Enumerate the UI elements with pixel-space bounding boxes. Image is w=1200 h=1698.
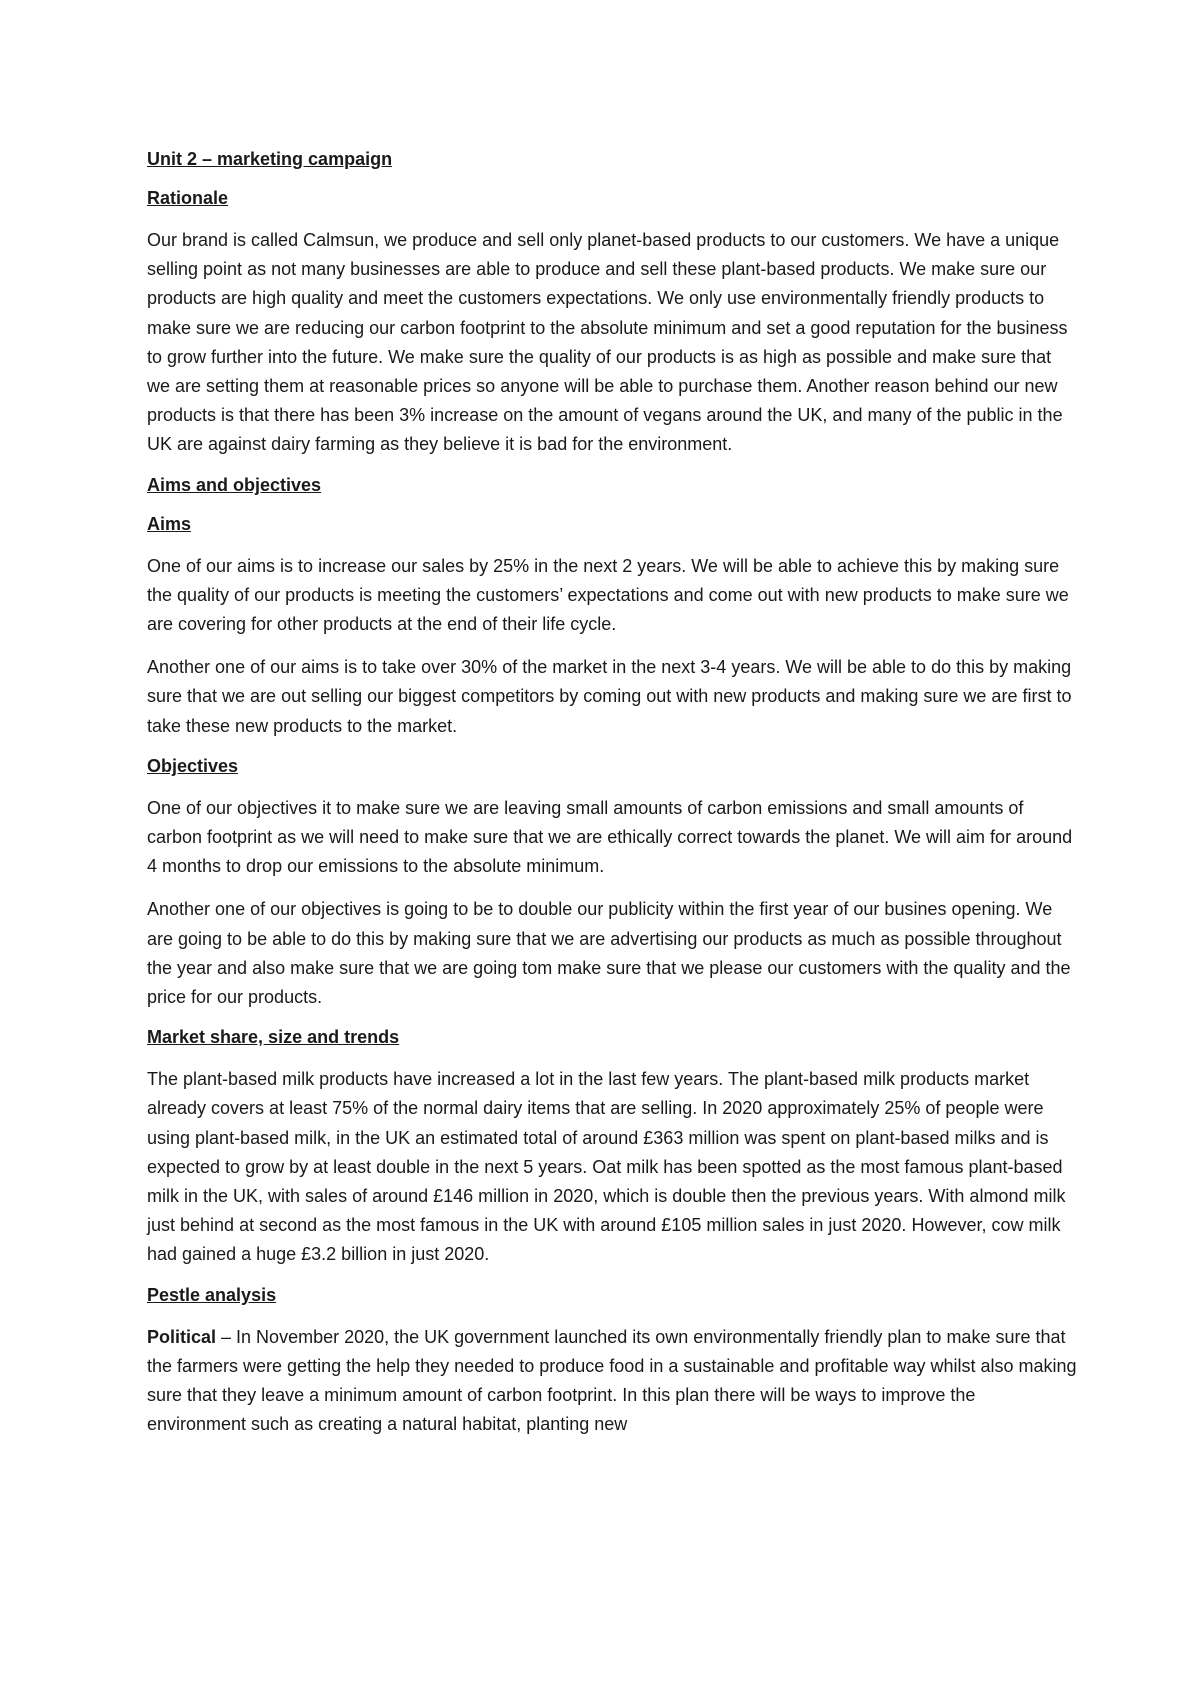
political-text: – In November 2020, the UK government launched its own environmentally friendly plan to make sure that the farmers were getting the help they needed to produce food in a sustainable and profitable way whilst also making sure that they leave a minimum amount of carbon footprint. In this plan there will be ways to improve the environment such as creating a natural habitat, planting new (147, 1326, 1077, 1435)
rationale-paragraph: Our brand is called Calmsun, we produce and sell only planet-based products to our customers. We have a unique selling point as not many businesses are able to produce and sell these plant-based products. We make sure our products are high quality and meet the customers expectations. We only use environmentally friendly products to make sure we are reducing our carbon footprint to the absolute minimum and set a good reputation for the business to grow further into the future. We make sure the quality of our products is as high as possible and make sure that we are setting them at reasonable prices so anyone will be able to purchase them. Another reason behind our new products is that there has been 3% increase on the amount of vegans around the UK, and many of the public in the UK are against dairy farming as they believe it is bad for the environment. (147, 230, 1068, 455)
market-heading: Market share, size and trends (147, 1027, 400, 1048)
aims-objectives-heading: Aims and objectives (147, 474, 322, 495)
aims-heading: Aims (147, 513, 192, 534)
market-paragraph: The plant-based milk products have increased a lot in the last few years. The plant-based milk products market already covers at least 75% of the normal dairy items that are selling. In 2020 approximately 25% of people were using plant-based milk, in the UK an estimated total of around £363 million was spent on plant-based milks and is expected to grow by at least double in the next 5 years. Oat milk has been spotted as the most famous plant-based milk in the UK, with sales of around £146 million in 2020, which is double then the previous years. With almond milk just behind at second as the most famous in the UK with around £105 million sales in just 2020. However, cow milk had gained a huge £3.2 billion in just 2020. (147, 1069, 1066, 1265)
objectives-paragraph-1: One of our objectives it to make sure we are leaving small amounts of carbon emissions and small amounts of carbon footprint as we will need to make sure that we are ethically correct towards the planet. We will aim for around 4 months to drop our emissions to the absolute minimum. (147, 797, 1073, 877)
aims-paragraph-2: Another one of our aims is to take over 30% of the market in the next 3-4 years. We will be able to do this by making sure that we are out selling our biggest competitors by coming out with new products and making sure we are first to take these new products to the market. (147, 657, 1072, 736)
objectives-heading: Objectives (147, 755, 239, 776)
objectives-paragraph-2: Another one of our objectives is going to be to double our publicity within the first year of our busines opening. We are going to be able to do this by making sure that we are advertising our products as much as possible throughout the year and also make sure that we are going tom make sure that we please our customers with the quality and the price for our products. (147, 899, 1071, 1008)
rationale-heading: Rationale (147, 188, 229, 208)
pestle-heading: Pestle analysis (147, 1284, 277, 1305)
aims-paragraph-1: One of our aims is to increase our sales by 25% in the next 2 years. We will be able to achieve this by making sure the quality of our products is meeting the customers’ expectations and come out with new products to make sure we are covering for other products at the end of their life cycle. (147, 555, 1069, 635)
political-label: Political (147, 1326, 217, 1347)
document-title: Unit 2 – marketing campaign (147, 149, 393, 169)
political-paragraph (147, 1323, 1077, 1440)
document-page (147, 148, 1077, 1454)
